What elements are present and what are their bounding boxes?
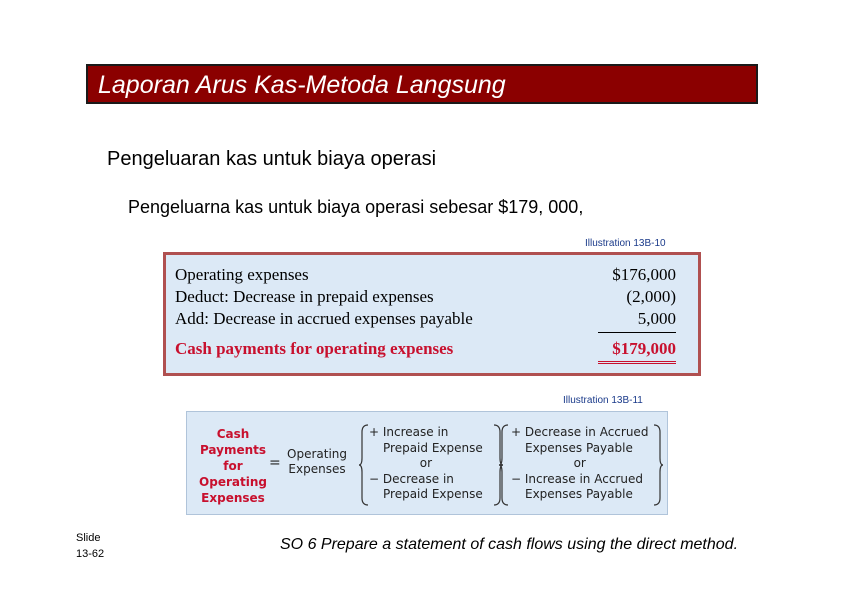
subtotal-rule xyxy=(598,332,676,333)
equals-sign: = xyxy=(269,455,281,471)
total-double-rule xyxy=(598,361,676,364)
illustration-10-label: Illustration 13B-10 xyxy=(585,238,666,249)
row-label: Deduct: Decrease in prepaid expenses xyxy=(175,287,434,306)
expense-row xyxy=(175,309,676,331)
illustration-11-label: Illustration 13B-11 xyxy=(563,395,643,406)
expense-row xyxy=(175,287,676,309)
opex-line: Operating xyxy=(287,447,347,461)
right-brace-icon xyxy=(653,424,663,506)
total-amount: $179,000 xyxy=(612,339,676,358)
adjustment-line: + Decrease in Accrued xyxy=(511,425,649,439)
adjustment-line: − Decrease in xyxy=(369,471,454,486)
prepaid-expense-adjustments xyxy=(369,425,483,503)
illustration-10-panel xyxy=(163,252,701,376)
cash-label-line: Expenses xyxy=(201,491,265,505)
cash-label-line: Cash xyxy=(216,427,250,441)
row-label: Operating expenses xyxy=(175,265,309,284)
adjustment-line: Prepaid Expense xyxy=(383,440,483,455)
expense-row xyxy=(175,265,676,287)
slide-title: Laporan Arus Kas-Metoda Langsung xyxy=(98,71,506,99)
section-heading: Pengeluaran kas untuk biaya operasi xyxy=(107,148,437,170)
row-label: Add: Decrease in accrued expenses payable xyxy=(175,309,473,328)
slide-number-block xyxy=(76,530,104,562)
cash-label-line: Payments xyxy=(199,443,267,457)
left-brace-icon xyxy=(359,424,369,506)
slide-label: Slide xyxy=(76,532,101,544)
total-row xyxy=(175,339,676,361)
row-amount: $176,000 xyxy=(612,265,676,284)
accrued-payable-adjustments xyxy=(511,425,648,503)
opex-line: Expenses xyxy=(288,462,346,476)
or-label: or xyxy=(573,456,586,470)
slide-number: 13-62 xyxy=(76,548,105,560)
operating-expenses-label xyxy=(287,447,347,477)
cash-label-line: Operating xyxy=(199,475,267,489)
row-amount: (2,000) xyxy=(626,287,676,306)
title-bar xyxy=(86,64,758,104)
study-objective-footer: SO 6 Prepare a statement of cash flows using the direct method. xyxy=(280,536,739,553)
adjustment-line: Expenses Payable xyxy=(525,440,633,455)
cash-payments-label xyxy=(195,426,271,506)
total-label: Cash payments for operating expenses xyxy=(175,339,454,358)
row-amount: 5,000 xyxy=(637,309,676,328)
cash-label-line: for xyxy=(223,459,243,473)
adjustment-line: + Increase in xyxy=(369,425,449,439)
or-label: or xyxy=(419,456,433,470)
illustration-11-panel xyxy=(186,411,668,515)
left-brace-icon xyxy=(499,424,509,506)
section-subtext: Pengeluarna kas untuk biaya operasi sebesar $179, 000, xyxy=(128,197,584,217)
adjustment-line: − Increase in Accrued xyxy=(511,471,643,486)
adjustment-line: Expenses Payable xyxy=(525,487,633,501)
adjustment-line: Prepaid Expense xyxy=(383,487,483,501)
